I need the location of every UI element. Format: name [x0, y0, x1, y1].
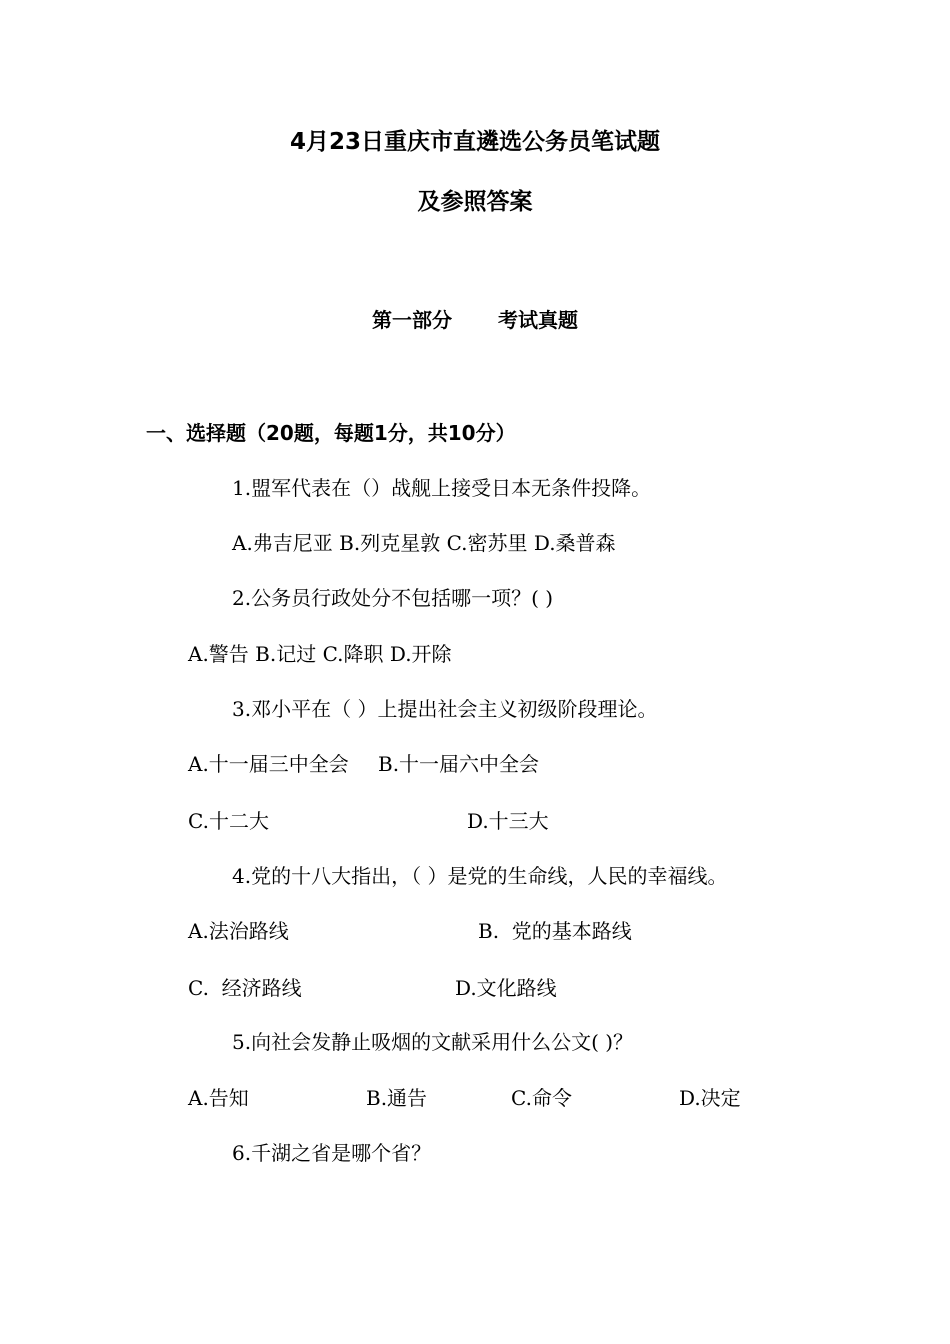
question-1-options: A.弗吉尼亚 B.列克星敦 C.密苏里 D.桑普森: [232, 531, 616, 555]
question-5-option-d: D.决定: [679, 1086, 741, 1110]
question-3-option-d: D.十三大: [467, 809, 549, 833]
question-4-stem: 4.党的十八大指出，（ ）是党的生命线，人民的幸福线。: [232, 864, 728, 888]
part-name: 考试真题: [498, 308, 578, 332]
document-title-line-1: 4月23日重庆市直遴选公务员笔试题: [289, 129, 660, 155]
question-3-option-b: B.十一届六中全会: [378, 752, 540, 776]
question-1-stem: 1.盟军代表在（）战舰上接受日本无条件投降。: [232, 476, 652, 500]
question-5-option-a: A.告知: [188, 1086, 249, 1110]
question-3-stem: 3.邓小平在（ ）上提出社会主义初级阶段理论。: [232, 697, 658, 721]
question-3-option-a: A.十一届三中全会: [188, 752, 349, 776]
question-6-stem: 6.千湖之省是哪个省？: [232, 1141, 432, 1165]
question-4-option-b: B. 党的基本路线: [478, 919, 632, 943]
question-2-stem: 2.公务员行政处分不包括哪一项？( ): [232, 586, 554, 610]
question-2-options: A.警告 B.记过 C.降职 D.开除: [188, 642, 452, 666]
question-4-option-d: D.文化路线: [455, 976, 557, 1000]
question-4-option-a: A.法治路线: [188, 919, 289, 943]
section-heading: 一、选择题（20题，每题1分，共10分）: [146, 421, 516, 445]
part-label: 第一部分: [372, 308, 452, 332]
question-4-option-c: C. 经济路线: [188, 976, 302, 1000]
question-3-option-c: C.十二大: [188, 809, 269, 833]
question-5-option-c: C.命令: [511, 1086, 572, 1110]
question-5-stem: 5.向社会发静止吸烟的文献采用什么公文( )？: [232, 1030, 634, 1054]
question-5-option-b: B.通告: [366, 1086, 428, 1110]
document-title-line-2: 及参照答案: [417, 189, 533, 215]
part-heading: [0, 307, 950, 333]
